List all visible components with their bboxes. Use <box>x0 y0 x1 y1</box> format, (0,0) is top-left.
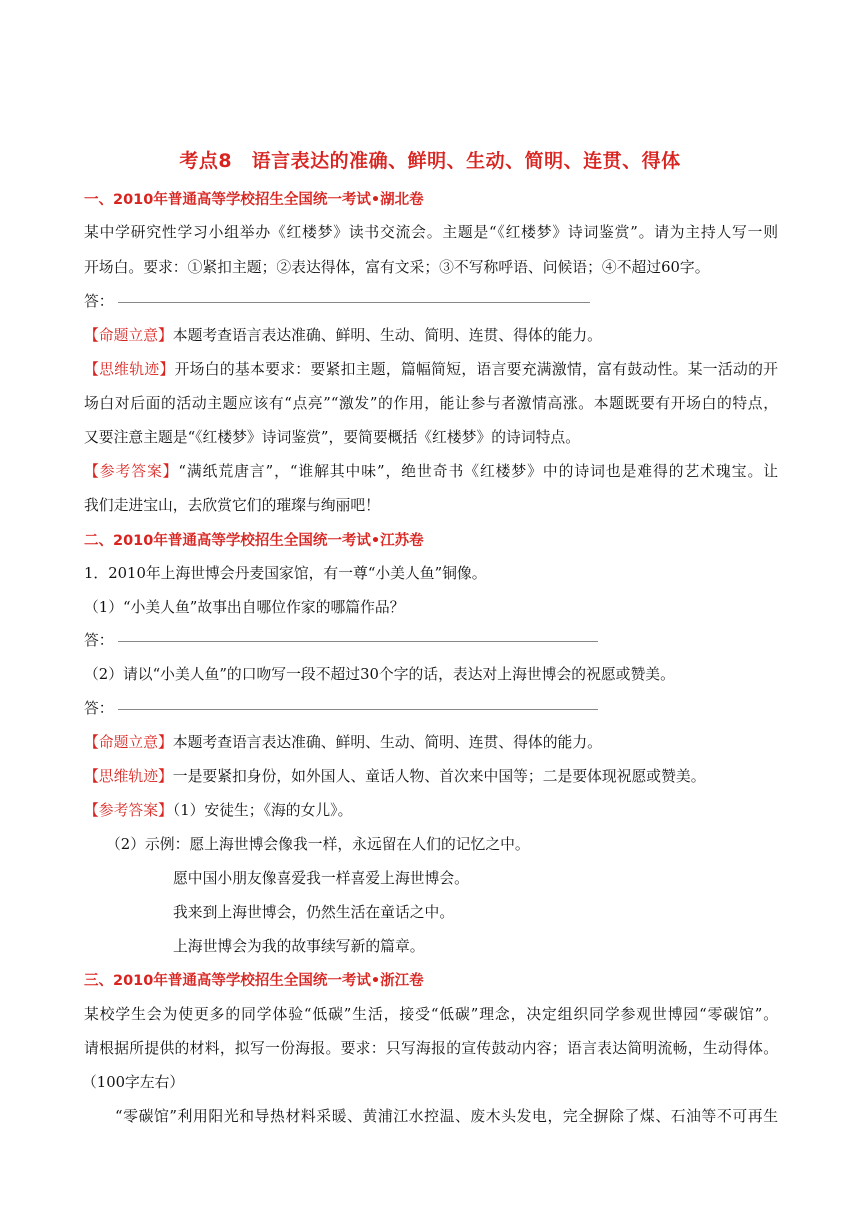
question-2: （2）请以“小美人鱼”的口吻写一段不超过30个字的话，表达对上海世博会的祝愿或赞美。 <box>84 666 675 683</box>
intent-paragraph <box>84 731 602 752</box>
reference-text: 我来到上海世博会，仍然生活在童话之中。 <box>173 904 455 921</box>
question-text: 请根据所提供的材料，拟写一份海报。要求：只写海报的宣传鼓动内容；语言表达简明流畅，生动得体。 <box>84 1040 778 1057</box>
thinking-paragraph <box>84 358 778 379</box>
reference-text: 上海世博会为我的故事续写新的篇章。 <box>173 938 425 955</box>
answer-label: 答： <box>84 700 114 717</box>
intent-text: 本题考查语言表达准确、鲜明、生动、简明、连贯、得体的能力。 <box>172 734 602 751</box>
reference-tag: 【参考答案】 <box>84 802 173 819</box>
intent-paragraph <box>84 324 602 345</box>
reference-answer-paragraph <box>84 460 778 481</box>
question-text: 某中学研究性学习小组举办《红楼梦》读书交流会。主题是“《红楼梦》诗词鉴赏”。请为主持人写一则 <box>84 224 778 241</box>
section-heading-1: 一、2010年普通高等学校招生全国统一考试•湖北卷 <box>84 192 424 208</box>
question-intro: 1．2010年上海世博会丹麦国家馆，有一尊“小美人鱼”铜像。 <box>84 565 487 582</box>
answer-blank[interactable] <box>118 709 598 710</box>
thinking-text: 开场白的基本要求：要紧扣主题，篇幅简短，语言要充满激情，富有鼓动性。某一活动的开 <box>174 361 778 378</box>
question-text: 开场白。要求：①紧扣主题；②表达得体，富有文采；③不写称呼语、问候语；④不超过60字。 <box>84 259 710 276</box>
page-title: 考点8 语言表达的准确、鲜明、生动、简明、连贯、得体 <box>179 150 681 172</box>
answer-blank[interactable] <box>118 302 590 303</box>
reference-text: “满纸荒唐言”，“谁解其中味”，绝世奇书《红楼梦》中的诗词也是难得的艺术瑰宝。让 <box>178 463 778 480</box>
material-text: “零碳馆”利用阳光和导热材料采暖、黄浦江水控温、废木头发电，完全摒除了煤、石油等不可再生 <box>115 1108 778 1125</box>
thinking-text: 一是要紧扣身份，如外国人、童话人物、首次来中国等；二是要体现祝愿或赞美。 <box>172 768 706 785</box>
answer-label: 答： <box>84 293 114 310</box>
question-text: 某校学生会为使更多的同学体验“低碳”生活，接受“低碳”理念，决定组织同学参观世博园“零碳馆”。 <box>84 1006 778 1023</box>
reference-text: 愿中国小朋友像喜爱我一样喜爱上海世博会。 <box>173 870 469 887</box>
question-text: （100字左右） <box>82 1074 185 1091</box>
reference-text: （2）示例：愿上海世博会像我一样，永远留在人们的记忆之中。 <box>106 836 530 853</box>
question-1: （1）“小美人鱼”故事出自哪位作家的哪篇作品？ <box>84 599 405 616</box>
intent-text: 本题考查语言表达准确、鲜明、生动、简明、连贯、得体的能力。 <box>172 327 602 344</box>
answer-line <box>84 290 590 311</box>
answer-label: 答： <box>84 632 114 649</box>
thinking-paragraph <box>84 765 706 786</box>
thinking-tag: 【思维轨迹】 <box>84 768 173 785</box>
reference-text: 我们走进宝山，去欣赏它们的璀璨与绚丽吧！ <box>84 497 380 514</box>
reference-text: （1）安徒生；《海的女儿》。 <box>172 802 353 819</box>
reference-answer-paragraph <box>84 799 352 820</box>
answer-line <box>84 629 598 650</box>
answer-blank[interactable] <box>118 641 598 642</box>
section-heading-3: 三、2010年普通高等学校招生全国统一考试•浙江卷 <box>84 973 424 989</box>
thinking-tag: 【思维轨迹】 <box>84 361 175 378</box>
intent-tag: 【命题立意】 <box>84 327 173 344</box>
section-heading-2: 二、2010年普通高等学校招生全国统一考试•江苏卷 <box>84 533 424 549</box>
thinking-text: 场白对后面的活动主题应该有“点亮”“激发”的作用，能让参与者激情高涨。本题既要有开场白的特点， <box>84 395 778 412</box>
thinking-text: 又要注意主题是“《红楼梦》诗词鉴赏”，要简要概括《红楼梦》的诗词特点。 <box>84 429 581 446</box>
reference-tag: 【参考答案】 <box>84 463 179 480</box>
answer-line <box>84 697 598 718</box>
intent-tag: 【命题立意】 <box>84 734 173 751</box>
